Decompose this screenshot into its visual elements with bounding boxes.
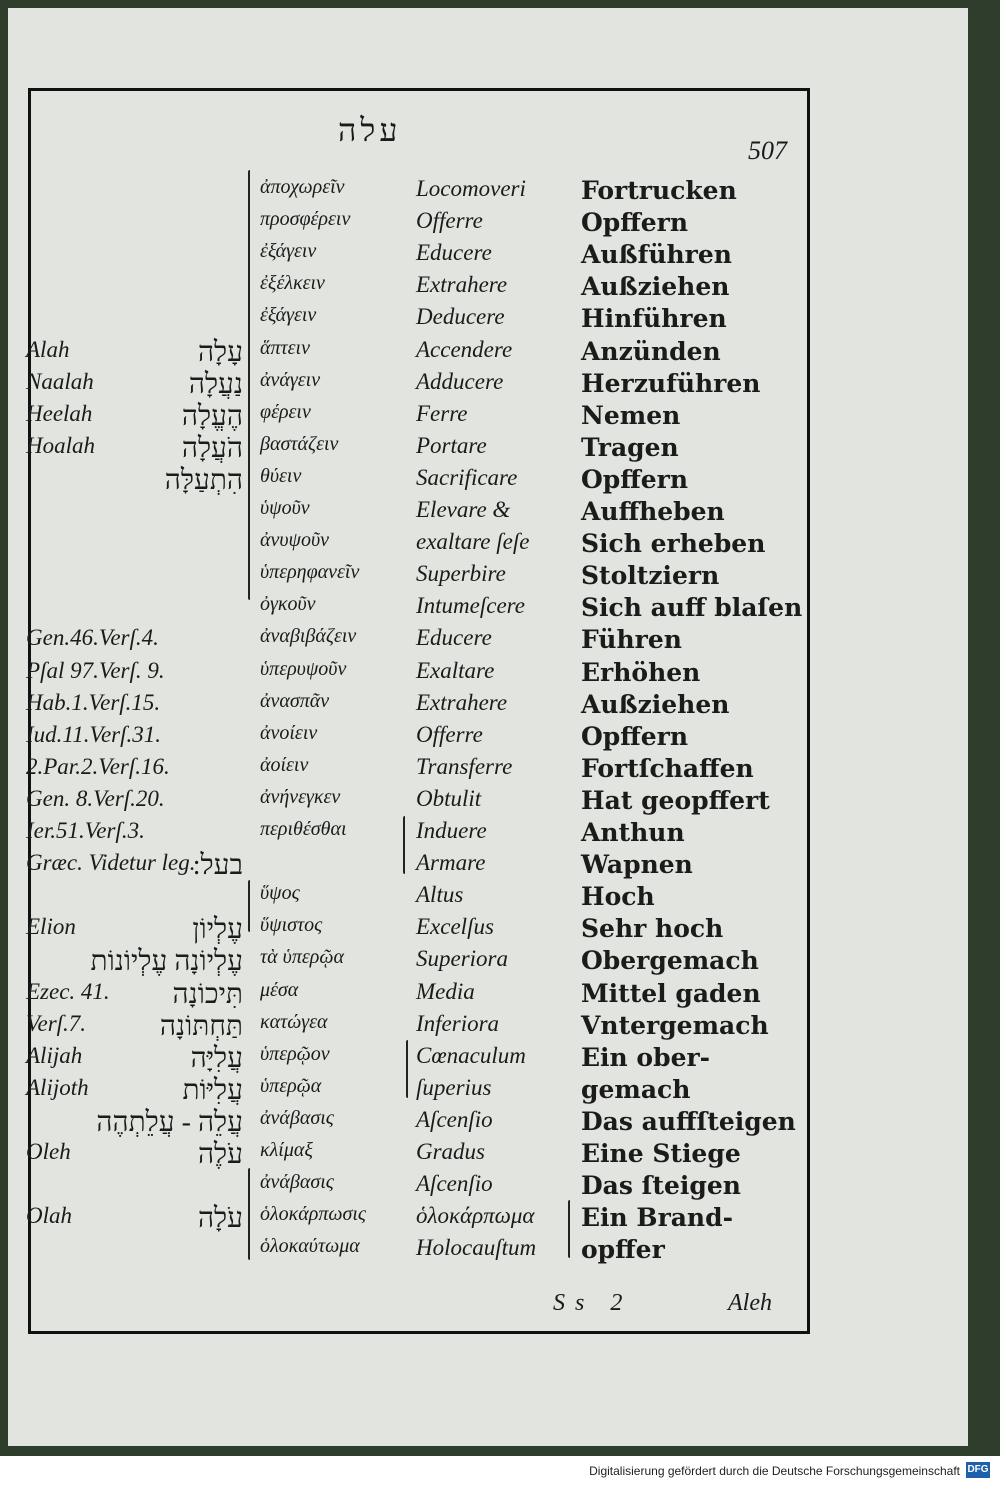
brace-brandopffer xyxy=(568,1200,570,1258)
lat-cell: Adducere xyxy=(416,369,504,394)
grk-cell: ὕψιστος xyxy=(260,914,323,936)
table-row xyxy=(8,690,968,722)
ger-cell: Außziehen xyxy=(581,690,730,719)
table-row xyxy=(8,272,968,304)
ger-cell: Sich auff blaſen xyxy=(581,593,803,622)
ger-cell: Außziehen xyxy=(581,272,730,301)
ger-cell: Hat geopffert xyxy=(581,786,770,815)
lat-cell: Sacrificare xyxy=(416,465,518,490)
table-row xyxy=(8,1043,968,1075)
table-row xyxy=(8,369,968,401)
lat-cell: Inferiora xyxy=(416,1011,500,1036)
table-row xyxy=(8,722,968,754)
lat-cell: Media xyxy=(416,979,475,1004)
lat-cell: Ferre xyxy=(416,401,468,426)
grk-cell: ὑπερῷα xyxy=(260,1075,322,1097)
grk-cell: ὑψοῦν xyxy=(260,497,310,519)
ref-cell: Heelah xyxy=(26,401,93,426)
heb-cell: עֹלֶה xyxy=(197,1139,243,1170)
ref-cell: Elion xyxy=(26,914,76,939)
lat-cell: Cœnaculum xyxy=(416,1043,526,1068)
ref-cell: Ezec. 41. xyxy=(26,979,110,1004)
lat-cell: ὁλοκάρπωμα xyxy=(416,1203,535,1228)
table-row xyxy=(8,882,968,914)
ger-cell: Vntergemach xyxy=(581,1011,769,1040)
grk-cell: ὑπερυψοῦν xyxy=(260,658,347,680)
table-row xyxy=(8,433,968,465)
grk-cell: τὰ ὑπερῷα xyxy=(260,946,344,968)
lat-cell: Portare xyxy=(416,433,487,458)
ger-cell: Mittel gaden xyxy=(581,979,761,1008)
credit-bar xyxy=(0,1456,1000,1492)
grk-cell: ὀγκοῦν xyxy=(260,593,316,615)
table-row xyxy=(8,1203,968,1235)
table-row xyxy=(8,337,968,369)
lat-cell: Transferre xyxy=(416,754,513,779)
ger-cell: Erhöhen xyxy=(581,658,701,687)
table-row xyxy=(8,1107,968,1139)
table-row xyxy=(8,1011,968,1043)
ger-cell: Opffern xyxy=(581,465,689,494)
brace-coenaculum xyxy=(406,1040,408,1098)
grk-cell: βαστάζειν xyxy=(260,433,339,455)
ref-cell: Gen.46.Verſ.4. xyxy=(26,625,159,650)
grk-cell: ἐξάγειν xyxy=(260,304,317,326)
table-row xyxy=(8,658,968,690)
grk-cell: ἀνάβασις xyxy=(260,1107,334,1129)
brace-elion xyxy=(248,880,250,932)
ger-cell: Außführen xyxy=(581,240,732,269)
signature-mark: Ss 2 xyxy=(553,1290,633,1316)
ref-cell: Alijah xyxy=(26,1043,83,1068)
ger-cell: Nemen xyxy=(581,401,681,430)
ger-cell: Opffern xyxy=(581,208,689,237)
lat-cell: Extrahere xyxy=(416,272,508,297)
ref-cell: Ier.51.Verſ.3. xyxy=(26,818,145,843)
grk-cell: ἀνάβασις xyxy=(260,1171,334,1193)
table-row xyxy=(8,946,968,978)
lat-cell: Excelſus xyxy=(416,914,494,939)
heb-cell: תַּחְתּוֹנָה xyxy=(159,1011,243,1042)
ref-cell: 2.Par.2.Verſ.16. xyxy=(26,754,170,779)
ref-cell: Verſ.7. xyxy=(26,1011,87,1036)
grk-cell: ἀποχωρεῖν xyxy=(260,176,345,198)
grk-cell: ὑπερηφανεῖν xyxy=(260,561,360,583)
ger-cell: Sehr hoch xyxy=(581,914,724,943)
heb-cell: עֲלֵה - עֲלֵתְהֶה xyxy=(96,1107,243,1138)
heb-cell: עָלָה xyxy=(197,337,243,368)
grk-cell: προσφέρειν xyxy=(260,208,351,230)
hebrew-title: עלה xyxy=(338,112,402,148)
lat-cell: Educere xyxy=(416,625,492,650)
heb-cell: הִתְעַלָּה xyxy=(164,465,243,496)
table-row xyxy=(8,304,968,336)
table-row xyxy=(8,914,968,946)
credit-text: Digitalisierung gefördert durch die Deutsche Forschungsgemeinschaft xyxy=(589,1464,960,1478)
ref-cell: Olah xyxy=(26,1203,72,1228)
grk-cell: ὁλοκαύτωμα xyxy=(260,1235,360,1257)
lat-cell: Educere xyxy=(416,240,492,265)
lat-cell: Extrahere xyxy=(416,690,508,715)
grk-cell: ἐξάγειν xyxy=(260,240,317,262)
ger-cell: Anzünden xyxy=(581,337,721,366)
ref-cell: Naalah xyxy=(26,369,94,394)
table-row xyxy=(8,818,968,850)
grk-cell: ὁλοκάρπωσις xyxy=(260,1203,367,1225)
ger-cell: Hinführen xyxy=(581,304,727,333)
lat-cell: Induere xyxy=(416,818,487,843)
ger-cell: Stoltziern xyxy=(581,561,720,590)
lat-cell: Offerre xyxy=(416,722,483,747)
ref-cell: Hoalah xyxy=(26,433,95,458)
ger-cell: Ein Brand- xyxy=(581,1203,733,1232)
grk-cell: φέρειν xyxy=(260,401,311,423)
book-page xyxy=(8,8,968,1446)
brace-olah xyxy=(248,1168,250,1260)
lat-cell: Accendere xyxy=(416,337,513,362)
grk-cell: ἀνήνεγκεν xyxy=(260,786,341,808)
ger-cell: Das ſteigen xyxy=(581,1171,741,1200)
table-row xyxy=(8,1139,968,1171)
heb-cell: עֲלִיָּה xyxy=(190,1043,243,1074)
grk-cell: ἅπτειν xyxy=(260,337,310,359)
ref-cell: Gen. 8.Verſ.20. xyxy=(26,786,165,811)
lat-cell: ſuperius xyxy=(416,1075,492,1100)
table-row xyxy=(8,979,968,1011)
heb-cell: הֶעֱלָה xyxy=(181,401,243,432)
heb-cell: בעל: xyxy=(192,850,243,881)
lat-cell: Gradus xyxy=(416,1139,486,1164)
grk-cell: ἀνοίειν xyxy=(260,722,318,744)
lat-cell: Aſcenſio xyxy=(416,1171,493,1196)
grk-cell: ὑπερῷον xyxy=(260,1043,330,1065)
ref-cell: Oleh xyxy=(26,1139,71,1164)
ger-cell: Obergemach xyxy=(581,946,759,975)
heb-cell: הֹעֲלָה xyxy=(181,433,243,464)
table-row xyxy=(8,208,968,240)
lat-cell: Superbire xyxy=(416,561,506,586)
ger-cell: Sich erheben xyxy=(581,529,766,558)
grk-cell: κατώγεα xyxy=(260,1011,328,1033)
ger-cell: Eine Stiege xyxy=(581,1139,741,1168)
table-row xyxy=(8,593,968,625)
heb-cell: עֶלְיוֹן xyxy=(192,914,243,945)
dfg-logo-icon: DFG xyxy=(966,1462,990,1478)
table-row xyxy=(8,1235,968,1267)
table-row xyxy=(8,465,968,497)
grk-cell: ἀοίειν xyxy=(260,754,309,776)
ger-cell: Herzuführen xyxy=(581,369,761,398)
ref-cell: Iud.11.Verſ.31. xyxy=(26,722,162,747)
ger-cell: Anthun xyxy=(581,818,685,847)
grk-cell: ἀναβιβάζειν xyxy=(260,625,357,647)
lat-cell: Intumeſcere xyxy=(416,593,525,618)
table-row xyxy=(8,1171,968,1203)
lat-cell: Elevare & xyxy=(416,497,511,522)
ger-cell: Wapnen xyxy=(581,850,693,879)
ger-cell: Tragen xyxy=(581,433,679,462)
heb-cell: עֹלָה xyxy=(197,1203,243,1234)
table-row xyxy=(8,497,968,529)
ger-cell: Opffern xyxy=(581,722,689,751)
heb-cell: נַעֲלָה xyxy=(188,369,243,400)
table-row xyxy=(8,850,968,882)
table-row xyxy=(8,240,968,272)
table-row xyxy=(8,1075,968,1107)
grk-cell: περιθέσθαι xyxy=(260,818,347,840)
lat-cell: Offerre xyxy=(416,208,483,233)
grk-cell: ἐξέλκειν xyxy=(260,272,325,294)
ger-cell: Das auffſteigen xyxy=(581,1107,796,1136)
lat-cell: Obtulit xyxy=(416,786,482,811)
lat-cell: Aſcenſio xyxy=(416,1107,493,1132)
lat-cell: Altus xyxy=(416,882,464,907)
ref-cell: Hab.1.Verſ.15. xyxy=(26,690,161,715)
lat-cell: exaltare ſeſe xyxy=(416,529,530,554)
table-row xyxy=(8,401,968,433)
grk-cell: ὕψος xyxy=(260,882,300,904)
grk-cell: ἀνυψοῦν xyxy=(260,529,330,551)
brace-induere-armare xyxy=(403,816,405,874)
lat-cell: Deducere xyxy=(416,304,505,329)
catchword: Aleh xyxy=(728,1290,772,1316)
lat-cell: Armare xyxy=(416,850,486,875)
grk-cell: θύειν xyxy=(260,465,302,487)
ger-cell: Fortſchaffen xyxy=(581,754,754,783)
table-row xyxy=(8,625,968,657)
lat-cell: Exaltare xyxy=(416,658,495,683)
ref-cell: Græc. Videtur leg. xyxy=(26,850,196,875)
ger-cell: gemach xyxy=(581,1075,691,1104)
grk-cell: ἀνάγειν xyxy=(260,369,321,391)
ger-cell: Führen xyxy=(581,625,682,654)
ger-cell: Fortrucken xyxy=(581,176,737,205)
heb-cell: עֲלִיּוֹת xyxy=(182,1075,243,1106)
ger-cell: Ein ober- xyxy=(581,1043,711,1072)
grk-cell: κλίμαξ xyxy=(260,1139,313,1161)
lat-cell: Locomoveri xyxy=(416,176,526,201)
ref-cell: Pſal 97.Verſ. 9. xyxy=(26,658,165,683)
heb-cell: עֶלְיוֹנָה עֶלְיוֹנוֹת xyxy=(90,946,243,977)
brace-greek-group-1 xyxy=(248,170,250,600)
heb-cell: תִּיכוֹנָה xyxy=(172,979,243,1010)
ger-cell: Auffheben xyxy=(581,497,725,526)
ref-cell: Alah xyxy=(26,337,70,362)
grk-cell: ἀνασπᾶν xyxy=(260,690,330,712)
lat-cell: Superiora xyxy=(416,946,508,971)
ref-cell: Alijoth xyxy=(26,1075,89,1100)
lat-cell: Holocauſtum xyxy=(416,1235,537,1260)
table-row xyxy=(8,754,968,786)
table-row xyxy=(8,786,968,818)
ger-cell: Hoch xyxy=(581,882,655,911)
table-row xyxy=(8,176,968,208)
grk-cell: μέσα xyxy=(260,979,299,1001)
page-number: 507 xyxy=(748,136,787,165)
table-row xyxy=(8,529,968,561)
table-row xyxy=(8,561,968,593)
ger-cell: opffer xyxy=(581,1235,665,1264)
